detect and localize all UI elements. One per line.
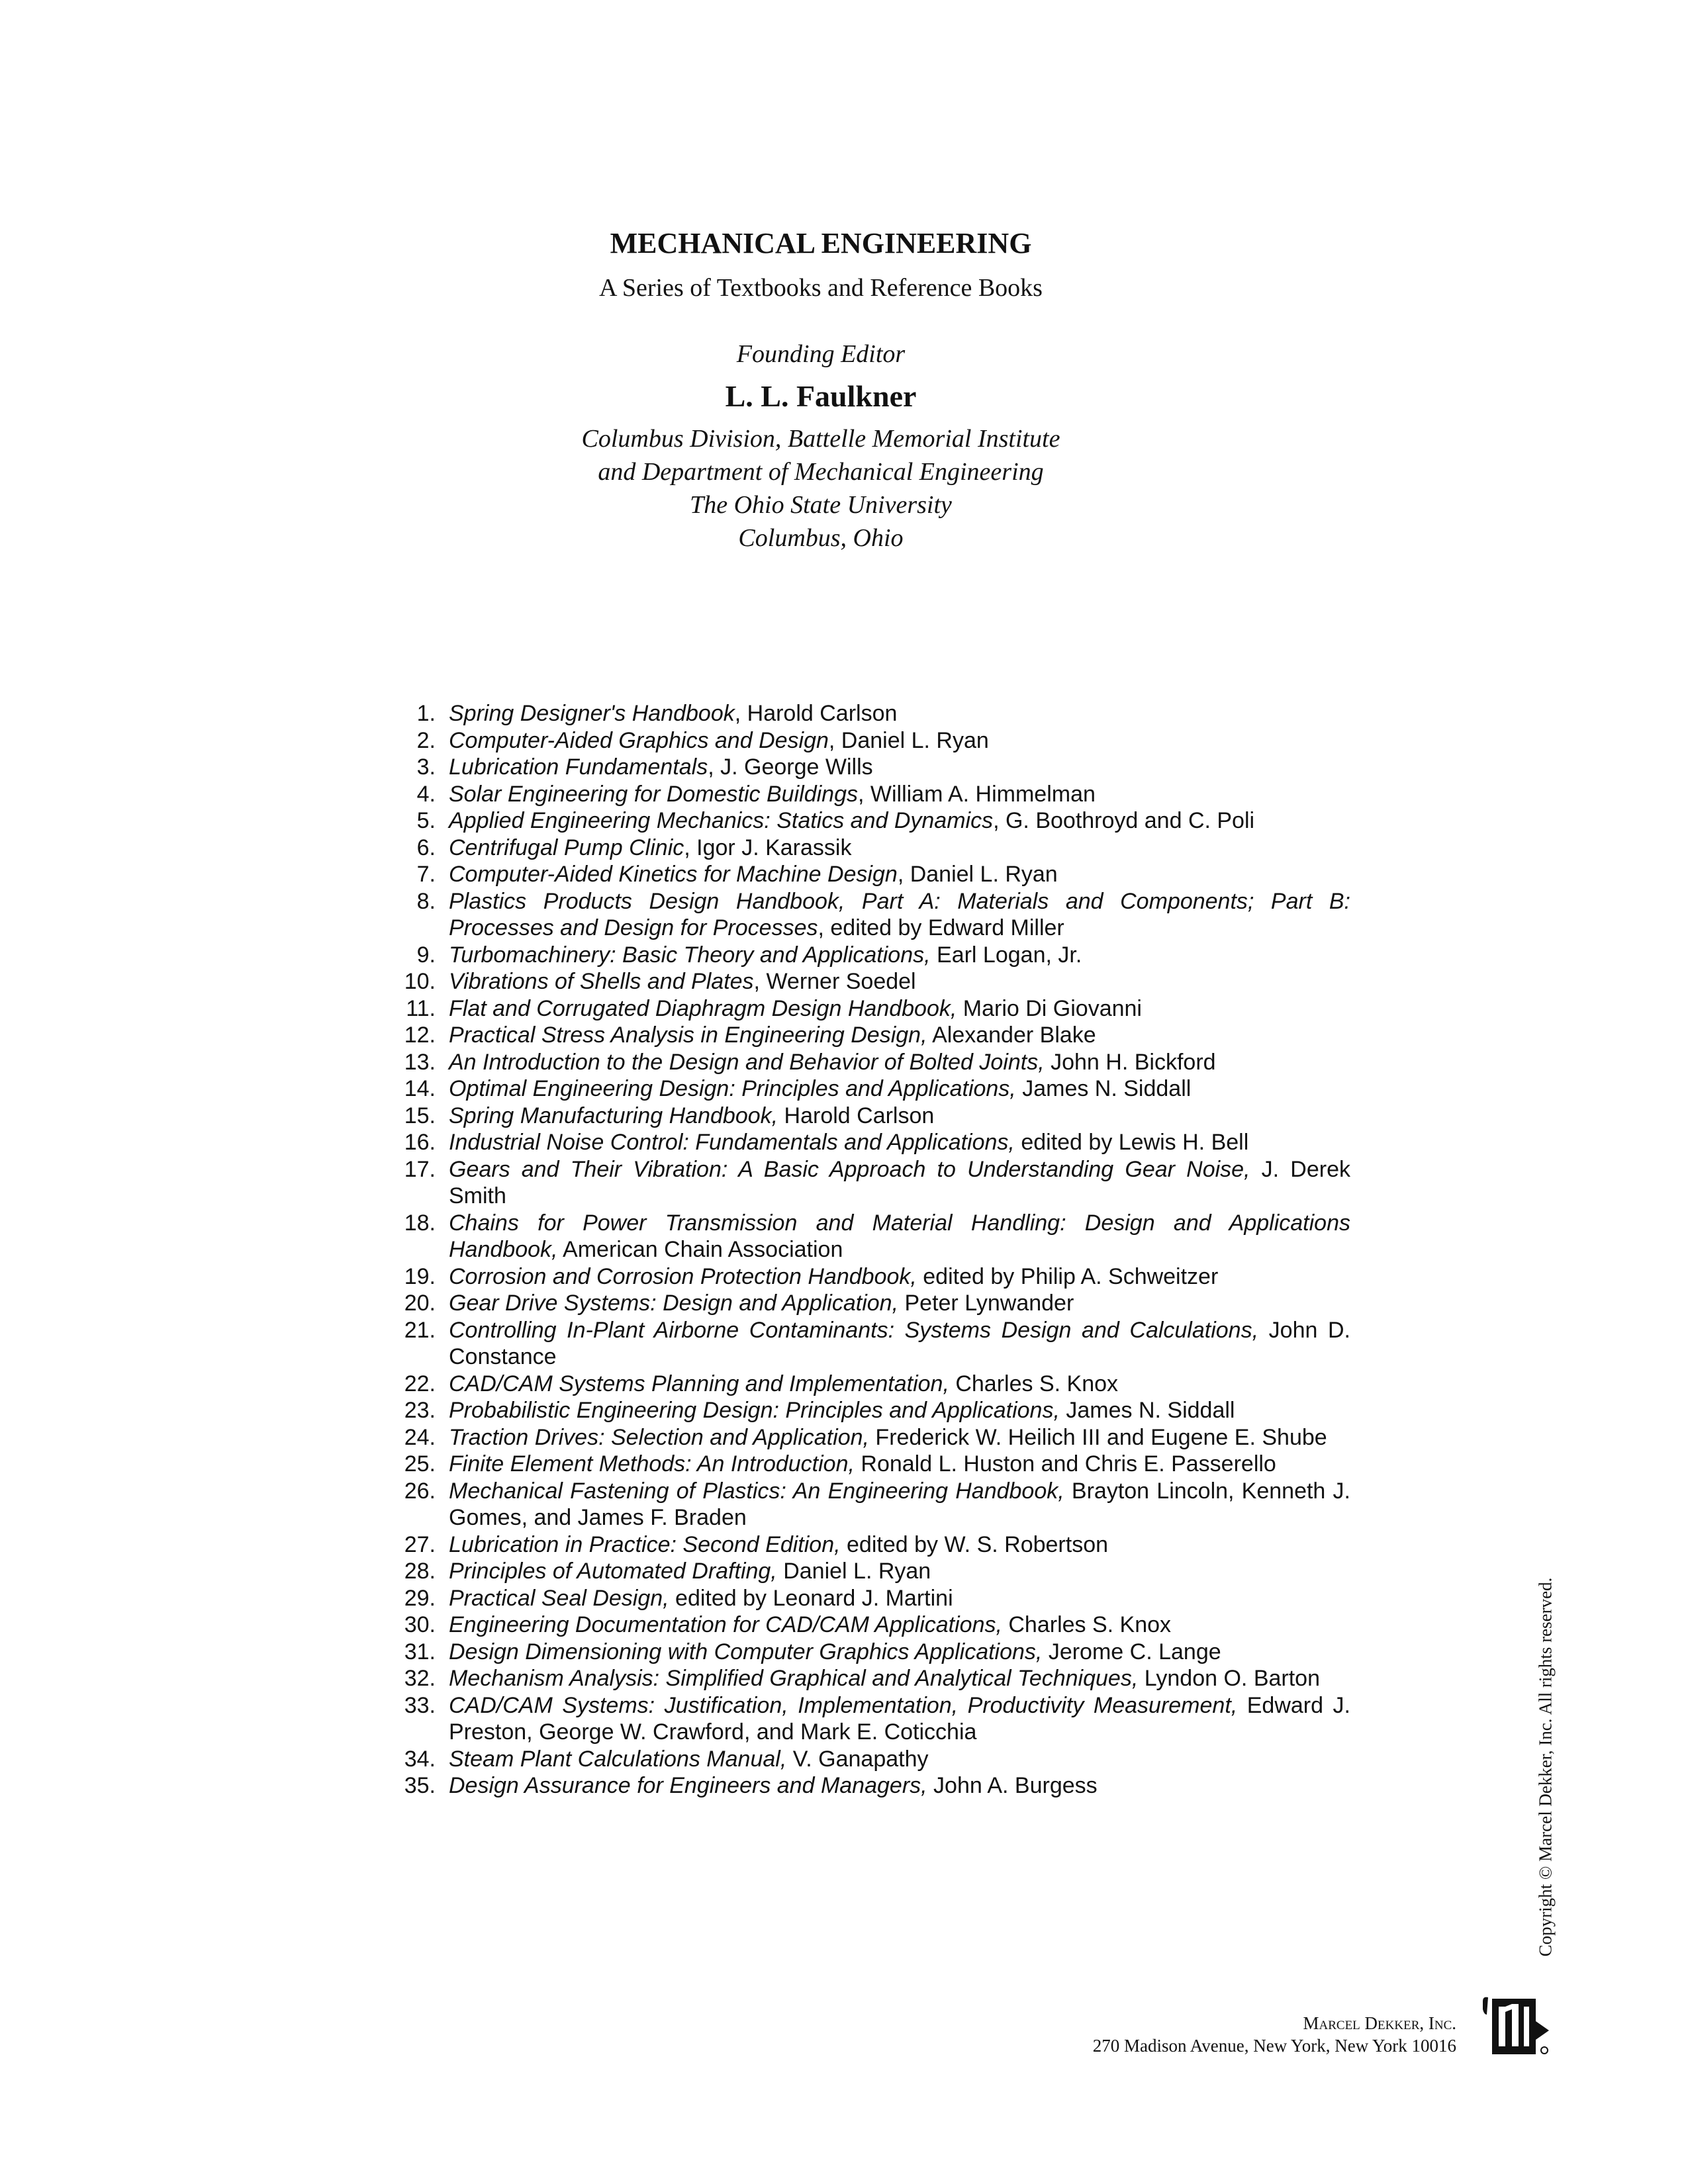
affiliation-line: Columbus Division, Battelle Memorial Institute xyxy=(581,425,1060,453)
list-item xyxy=(397,968,1350,995)
book-entry xyxy=(449,1639,1350,1666)
list-item xyxy=(397,1397,1350,1424)
book-entry xyxy=(449,781,1350,808)
book-title: Practical Seal Design, xyxy=(449,1585,669,1611)
book-author: edited by Philip A. Schweitzer xyxy=(916,1263,1219,1289)
item-number: 34. xyxy=(404,1746,436,1772)
item-number: 27. xyxy=(404,1531,436,1557)
book-entry xyxy=(449,1478,1350,1531)
list-item xyxy=(397,1263,1350,1291)
item-number: 9. xyxy=(416,942,436,968)
book-author: Alexander Blake xyxy=(927,1023,1096,1048)
publisher-name: Marcel Dekker, Inc. xyxy=(1303,2013,1456,2033)
list-item xyxy=(397,1772,1350,1799)
item-number: 4. xyxy=(416,781,436,807)
book-entry xyxy=(449,835,1350,862)
item-number: 6. xyxy=(416,835,436,860)
book-title: Lubrication in Practice: Second Edition, xyxy=(449,1531,841,1557)
book-author: John D. Constance xyxy=(449,1317,1351,1369)
item-number: 13. xyxy=(404,1049,436,1075)
book-entry xyxy=(449,807,1350,835)
book-title: Traction Drives: Selection and Application, xyxy=(449,1424,869,1450)
book-entry xyxy=(449,1049,1350,1076)
item-number: 29. xyxy=(404,1585,436,1611)
book-title: Mechanism Analysis: Simplified Graphical and Analytical Techniques, xyxy=(449,1666,1139,1691)
book-author: James N. Siddall xyxy=(1015,1076,1192,1101)
publisher-logo-icon xyxy=(1480,1995,1553,2061)
book-title: Principles of Automated Drafting, xyxy=(449,1559,777,1584)
series-subtitle: A Series of Textbooks and Reference Books xyxy=(599,274,1043,302)
book-author: Harold Carlson xyxy=(778,1103,935,1128)
item-number: 18. xyxy=(404,1210,436,1236)
list-item xyxy=(397,781,1350,808)
copyright-notice xyxy=(1532,1562,1559,1972)
item-number: 22. xyxy=(404,1371,436,1396)
list-item xyxy=(397,861,1350,888)
list-item xyxy=(397,1585,1350,1612)
book-author: John H. Bickford xyxy=(1044,1049,1216,1075)
book-title: Controlling In-Plant Airborne Contaminants: Systems Design and Calculations, xyxy=(449,1317,1259,1343)
affiliation-line: The Ohio State University xyxy=(690,491,952,519)
book-entry xyxy=(449,1772,1350,1799)
item-number: 19. xyxy=(404,1263,436,1289)
book-entry xyxy=(449,1103,1350,1130)
book-title: CAD/CAM Systems: Justification, Implementation, Productivity Measurement, xyxy=(449,1692,1238,1718)
book-author: Charles S. Knox xyxy=(1002,1612,1172,1637)
item-number: 14. xyxy=(404,1076,436,1101)
list-item xyxy=(397,1049,1350,1076)
list-item xyxy=(397,1022,1350,1049)
founding-editor-label: Founding Editor xyxy=(736,340,906,368)
book-entry xyxy=(449,1451,1350,1478)
book-author: V. Ganapathy xyxy=(786,1746,929,1772)
item-number: 20. xyxy=(404,1291,436,1316)
book-entry xyxy=(449,1371,1350,1398)
list-item xyxy=(397,1746,1350,1773)
list-item xyxy=(397,888,1350,942)
book-entry xyxy=(449,1424,1350,1451)
book-title: Design Dimensioning with Computer Graphics Applications, xyxy=(449,1639,1043,1664)
book-entry xyxy=(449,1210,1350,1263)
item-number: 2. xyxy=(416,727,436,753)
book-entry xyxy=(449,1692,1350,1746)
book-title: Lubrication Fundamentals xyxy=(449,754,708,780)
editor-name: L. L. Faulkner xyxy=(725,379,917,413)
item-number: 28. xyxy=(404,1559,436,1584)
list-item xyxy=(397,1424,1350,1451)
book-title: Spring Designer's Handbook xyxy=(449,701,735,726)
book-author: James N. Siddall xyxy=(1059,1398,1235,1423)
book-author: edited by Lewis H. Bell xyxy=(1014,1130,1249,1155)
book-title: Mechanical Fastening of Plastics: An Engineering Handbook, xyxy=(449,1478,1064,1504)
item-number: 24. xyxy=(404,1424,436,1450)
book-title: Computer-Aided Kinetics for Machine Design xyxy=(449,862,898,887)
book-title: Gears and Their Vibration: A Basic Approach to Understanding Gear Noise, xyxy=(449,1156,1250,1182)
book-list xyxy=(397,700,1350,1799)
book-author: , Daniel L. Ryan xyxy=(828,727,989,753)
item-number: 10. xyxy=(404,969,436,994)
item-number: 15. xyxy=(404,1103,436,1128)
book-entry xyxy=(449,1075,1350,1103)
item-number: 5. xyxy=(416,808,436,833)
book-title: CAD/CAM Systems Planning and Implementation, xyxy=(449,1371,949,1396)
book-entry xyxy=(449,1531,1350,1559)
list-item xyxy=(397,1639,1350,1666)
book-entry xyxy=(449,1156,1350,1210)
item-number: 26. xyxy=(404,1478,436,1504)
book-author: , G. Boothroyd and C. Poli xyxy=(993,808,1255,833)
list-item xyxy=(397,1103,1350,1130)
series-header xyxy=(0,225,1642,555)
item-number: 8. xyxy=(416,888,436,914)
book-author: Jerome C. Lange xyxy=(1042,1639,1221,1664)
book-title: Computer-Aided Graphics and Design xyxy=(449,727,829,753)
book-title: Optimal Engineering Design: Principles and Applications, xyxy=(449,1076,1016,1101)
list-item xyxy=(397,1371,1350,1398)
book-entry xyxy=(449,942,1350,969)
item-number: 35. xyxy=(404,1773,436,1798)
book-author: J. Derek Smith xyxy=(449,1156,1350,1208)
book-author: Lyndon O. Barton xyxy=(1138,1666,1320,1691)
book-author: , Werner Soedel xyxy=(753,969,916,994)
item-number: 16. xyxy=(404,1130,436,1155)
list-item xyxy=(397,1210,1350,1263)
book-author: edited by Leonard J. Martini xyxy=(669,1585,953,1611)
book-author: John A. Burgess xyxy=(927,1773,1098,1798)
item-number: 33. xyxy=(404,1692,436,1718)
publisher-imprint xyxy=(1093,2012,1456,2057)
item-number: 1. xyxy=(416,701,436,726)
list-item xyxy=(397,727,1350,754)
item-number: 31. xyxy=(404,1639,436,1664)
book-entry xyxy=(449,995,1350,1023)
book-entry xyxy=(449,1585,1350,1612)
affiliation-line: and Department of Mechanical Engineering xyxy=(598,458,1044,486)
book-title: Gear Drive Systems: Design and Application, xyxy=(449,1291,899,1316)
book-title: Corrosion and Corrosion Protection Handbook, xyxy=(449,1263,917,1289)
book-title: Engineering Documentation for CAD/CAM Applications, xyxy=(449,1612,1002,1637)
book-entry xyxy=(449,1129,1350,1156)
item-number: 21. xyxy=(404,1317,436,1343)
book-author: Brayton Lincoln, Kenneth J. Gomes, and James F. Braden xyxy=(449,1478,1350,1530)
book-entry xyxy=(449,1290,1350,1317)
book-title: Applied Engineering Mechanics: Statics and Dynamics xyxy=(449,808,994,833)
book-title: Vibrations of Shells and Plates xyxy=(449,969,754,994)
item-number: 25. xyxy=(404,1451,436,1477)
list-item xyxy=(397,807,1350,835)
book-entry xyxy=(449,968,1350,995)
list-item xyxy=(397,1692,1350,1746)
book-author: Charles S. Knox xyxy=(949,1371,1119,1396)
list-item xyxy=(397,1558,1350,1585)
list-item xyxy=(397,1612,1350,1639)
book-entry xyxy=(449,1612,1350,1639)
copyright-text: Copyright © Marcel Dekker, Inc. All rights reserved. xyxy=(1535,1577,1556,1957)
list-item xyxy=(397,1451,1350,1478)
list-item xyxy=(397,1156,1350,1210)
book-title: Plastics Products Design Handbook, Part A: Materials and Components; Part B: Processes and Design for Processes xyxy=(449,888,1350,940)
book-entry xyxy=(449,727,1350,754)
book-entry xyxy=(449,754,1350,781)
list-item xyxy=(397,1665,1350,1692)
item-number: 7. xyxy=(416,862,436,887)
publisher-address: 270 Madison Avenue, New York, New York 10016 xyxy=(1092,2036,1456,2056)
book-author: Mario Di Giovanni xyxy=(957,995,1142,1021)
book-title: Flat and Corrugated Diaphragm Design Handbook, xyxy=(449,995,957,1021)
book-title: Probabilistic Engineering Design: Principles and Applications, xyxy=(449,1398,1060,1423)
book-author: Frederick W. Heilich III and Eugene E. Shube xyxy=(868,1424,1327,1450)
book-author: Edward J. Preston, George W. Crawford, and Mark E. Coticchia xyxy=(449,1692,1350,1745)
book-author: American Chain Association xyxy=(557,1237,843,1262)
list-item xyxy=(397,1129,1350,1156)
list-item xyxy=(397,1531,1350,1559)
book-entry xyxy=(449,1665,1350,1692)
list-item xyxy=(397,700,1350,727)
editor-affiliation xyxy=(0,422,1642,555)
book-author: , Harold Carlson xyxy=(734,701,898,726)
book-title: Centrifugal Pump Clinic xyxy=(449,835,684,860)
book-title: Industrial Noise Control: Fundamentals and Applications, xyxy=(449,1130,1015,1155)
book-title: Solar Engineering for Domestic Buildings xyxy=(449,781,858,807)
book-entry xyxy=(449,1263,1350,1291)
series-title: MECHANICAL ENGINEERING xyxy=(610,227,1032,259)
list-item xyxy=(397,835,1350,862)
book-entry xyxy=(449,861,1350,888)
book-title: Design Assurance for Engineers and Managers, xyxy=(449,1773,927,1798)
book-title: An Introduction to the Design and Behavior of Bolted Joints, xyxy=(449,1049,1045,1075)
item-number: 12. xyxy=(404,1023,436,1048)
affiliation-line: Columbus, Ohio xyxy=(738,524,904,552)
book-author: edited by W. S. Robertson xyxy=(840,1531,1109,1557)
list-item xyxy=(397,1478,1350,1531)
list-item xyxy=(397,1317,1350,1371)
book-author: , Igor J. Karassik xyxy=(684,835,852,860)
book-title: Chains for Power Transmission and Material Handling: Design and Applications Handbook, xyxy=(449,1210,1350,1262)
book-author: , Daniel L. Ryan xyxy=(897,862,1058,887)
book-title: Practical Stress Analysis in Engineering Design, xyxy=(449,1023,927,1048)
book-entry xyxy=(449,700,1350,727)
list-item xyxy=(397,1290,1350,1317)
book-title: Finite Element Methods: An Introduction, xyxy=(449,1451,855,1477)
book-entry xyxy=(449,1558,1350,1585)
book-entry xyxy=(449,1397,1350,1424)
book-entry xyxy=(449,1022,1350,1049)
book-title: Spring Manufacturing Handbook, xyxy=(449,1103,778,1128)
book-author: , edited by Edward Miller xyxy=(818,915,1064,940)
list-item xyxy=(397,942,1350,969)
book-entry xyxy=(449,888,1350,942)
book-entry xyxy=(449,1746,1350,1773)
book-author: Ronald L. Huston and Chris E. Passerello xyxy=(854,1451,1276,1477)
list-item xyxy=(397,995,1350,1023)
item-number: 23. xyxy=(404,1398,436,1423)
book-author: , William A. Himmelman xyxy=(857,781,1096,807)
item-number: 30. xyxy=(404,1612,436,1637)
book-author: Daniel L. Ryan xyxy=(776,1559,931,1584)
book-title: Steam Plant Calculations Manual, xyxy=(449,1746,787,1772)
book-author: , J. George Wills xyxy=(708,754,873,780)
item-number: 32. xyxy=(404,1666,436,1691)
item-number: 11. xyxy=(406,995,436,1021)
book-author: Earl Logan, Jr. xyxy=(930,942,1082,968)
book-entry xyxy=(449,1317,1350,1371)
list-item xyxy=(397,754,1350,781)
book-title: Turbomachinery: Basic Theory and Applications, xyxy=(449,942,931,968)
book-author: Peter Lynwander xyxy=(898,1291,1074,1316)
item-number: 3. xyxy=(416,754,436,780)
list-item xyxy=(397,1075,1350,1103)
item-number: 17. xyxy=(404,1156,436,1182)
